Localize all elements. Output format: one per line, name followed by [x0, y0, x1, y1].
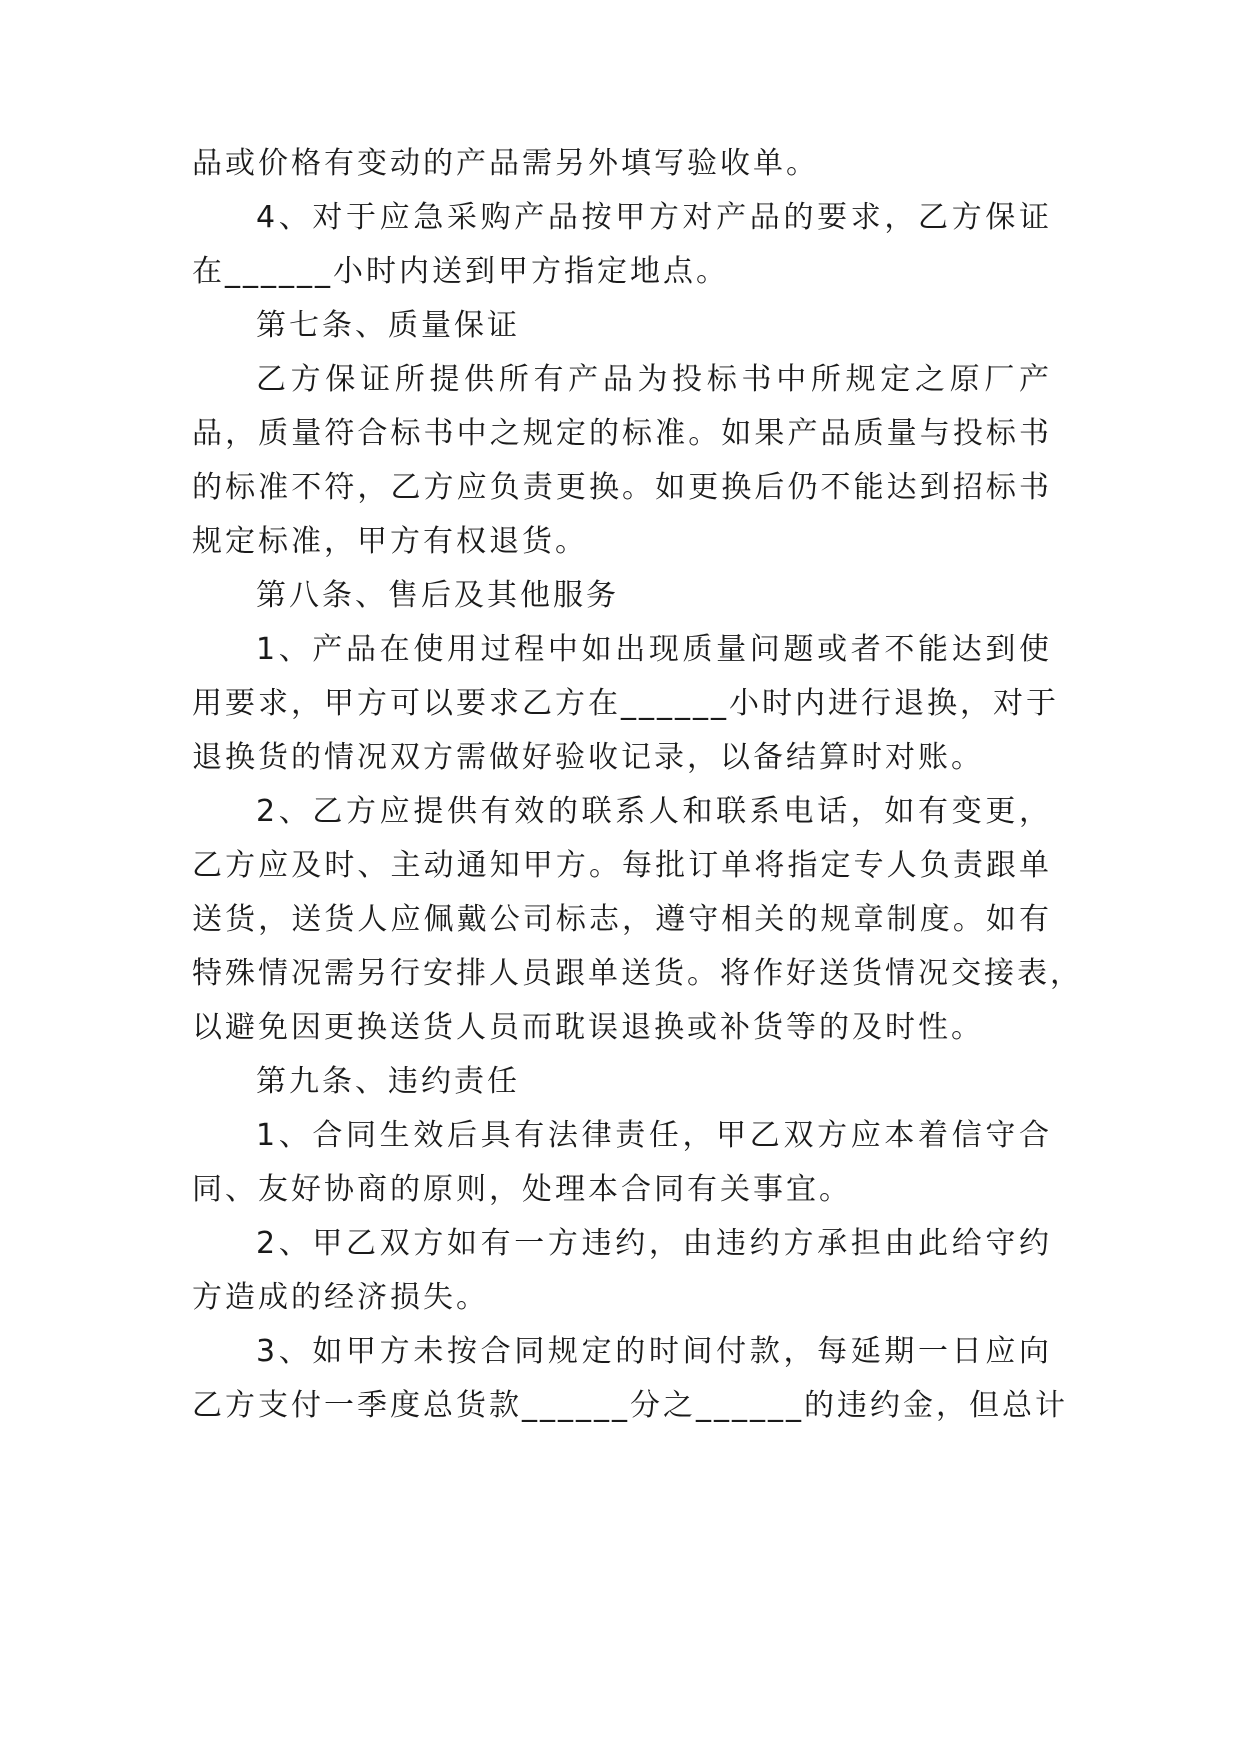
body-text-line: 乙方支付一季度总货款______分之______的违约金，但总计: [192, 1388, 1068, 1423]
clause-item-line: 2、甲乙双方如有一方违约，由违约方承担由此给守约: [256, 1226, 1052, 1261]
body-text-line: 乙方应及时、主动通知甲方。每批订单将指定专人负责跟单: [192, 848, 1052, 883]
body-text-line: 乙方保证所提供所有产品为投标书中所规定之原厂产: [256, 362, 1052, 397]
clause-item-line: 1、产品在使用过程中如出现质量问题或者不能达到使: [256, 632, 1052, 667]
clause-item-line: 4、对于应急采购产品按甲方对产品的要求，乙方保证: [256, 200, 1052, 235]
body-text-line: 用要求，甲方可以要求乙方在______小时内进行退换，对于: [192, 686, 1059, 721]
body-text-line: 的标准不符，乙方应负责更换。如更换后仍不能达到招标书: [192, 470, 1052, 505]
article-heading: 第九条、违约责任: [256, 1064, 520, 1099]
article-heading: 第八条、售后及其他服务: [256, 578, 619, 613]
clause-item-line: 3、如甲方未按合同规定的时间付款，每延期一日应向: [256, 1334, 1052, 1369]
body-text-line: 方造成的经济损失。: [192, 1280, 489, 1315]
body-text-line: 送货，送货人应佩戴公司标志，遵守相关的规章制度。如有: [192, 902, 1052, 937]
body-text-line: 以避免因更换送货人员而耽误退换或补货等的及时性。: [192, 1010, 984, 1045]
clause-item-line: 2、乙方应提供有效的联系人和联系电话，如有变更，: [256, 794, 1052, 829]
body-text-line: 同、友好协商的原则，处理本合同有关事宜。: [192, 1172, 852, 1207]
body-text-line: 规定标准，甲方有权退货。: [192, 524, 588, 559]
article-heading: 第七条、质量保证: [256, 308, 520, 343]
body-text-line: 品或价格有变动的产品需另外填写验收单。: [192, 146, 819, 181]
clause-item-line: 1、合同生效后具有法律责任，甲乙双方应本着信守合: [256, 1118, 1052, 1153]
body-text-line: 品，质量符合标书中之规定的标准。如果产品质量与投标书: [192, 416, 1052, 451]
body-text-line: 在______小时内送到甲方指定地点。: [192, 254, 729, 289]
body-text-line: 特殊情况需另行安排人员跟单送货。将作好送货情况交接表，: [192, 956, 1083, 991]
body-text-line: 退换货的情况双方需做好验收记录，以备结算时对账。: [192, 740, 984, 775]
